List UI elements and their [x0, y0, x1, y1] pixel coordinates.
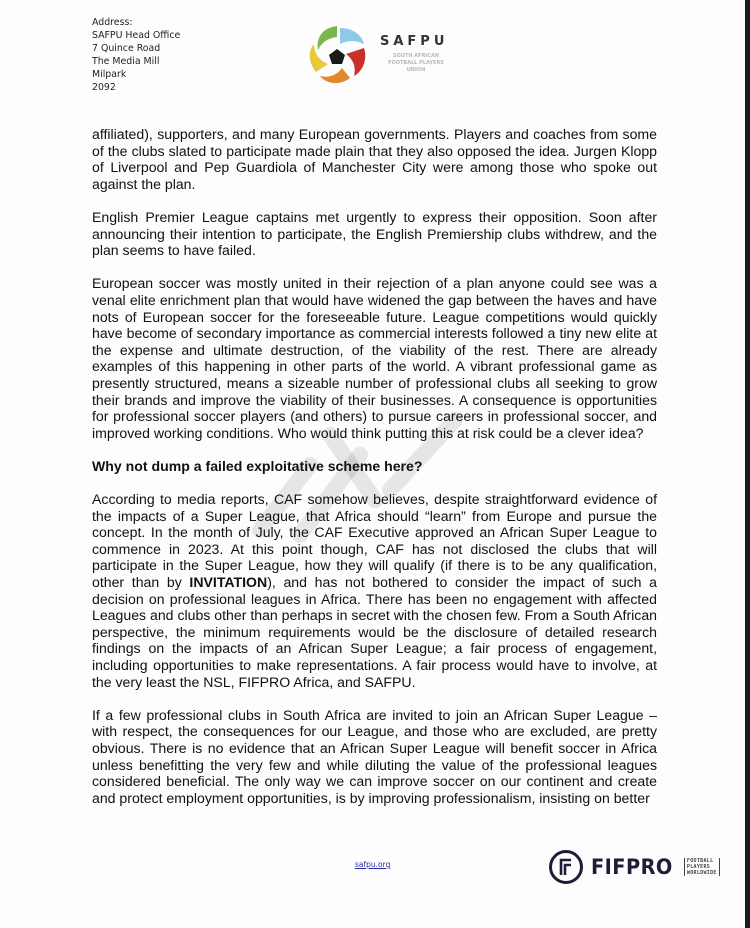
- address-line: Address:: [92, 17, 133, 28]
- fifpro-f-circle-icon: [549, 850, 583, 884]
- invitation-emphasis: INVITATION: [189, 574, 268, 591]
- fifpro-tag-line: PLAYERS: [686, 864, 711, 870]
- letter-body: [92, 126, 657, 823]
- safpu-subtitle-line: FOOTBALL PLAYERS: [388, 60, 444, 66]
- safpu-pinwheel-logo-icon: [304, 22, 370, 88]
- address-block: [92, 16, 180, 94]
- fifpro-tag-line: WORLDWIDE: [686, 870, 717, 876]
- section-heading: Why not dump a failed exploitative scheme here?: [92, 457, 423, 474]
- address-line: 2092: [92, 82, 116, 93]
- fifpro-tag-line: FOOTBALL: [686, 858, 714, 864]
- safpu-subtitle: [380, 53, 452, 74]
- address-line: 7 Quince Road: [92, 43, 161, 54]
- safpu-subtitle-line: UNION: [406, 67, 426, 73]
- address-line: SAFPU Head Office: [92, 30, 181, 41]
- safpu-logo: [304, 22, 464, 92]
- fifpro-logo: [549, 846, 720, 888]
- fifpro-wordmark: FIFPRO: [591, 855, 673, 879]
- safpu-title: SAFPU: [380, 34, 449, 49]
- body-paragraph: If a few professional clubs in South Africa are invited to join an African Super League – with respect, the consequences for our League, and those who are excluded, are pretty obvious. There is no evidence that an African Super League will benefit soccer in Africa unless benefitting the very few and while diluting the value of the professional leagues considered beneficial. The only way we can improve soccer on our continent and create and protect employment opportunities, is by improving professionalism, insisting on better: [92, 706, 657, 806]
- body-paragraph: English Premier League captains met urgently to express their opposition. Soon after announcing their intention to participate, the English Premiership clubs withdrew, and the plan seems to have failed.: [92, 208, 657, 259]
- caf-text-before: According to media reports, CAF somehow believes, despite straightforward evidence of the impacts of a Super League, that Africa should “learn” from Europe and pursue the concept. In the month of July, the CAF Executive approved an African Super League to commence in 2023. At this point though, CAF has not disclosed the clubs that will participate in the Super League, how they will qualify (if there is to be any qualification, other than by: [92, 491, 657, 591]
- website-link[interactable]: safpu.org: [355, 860, 391, 869]
- safpu-subtitle-line: SOUTH AFRICAN: [393, 53, 439, 59]
- address-line: The Media Mill: [92, 56, 160, 67]
- address-line: Milpark: [92, 69, 127, 80]
- screen-edge: [745, 0, 750, 928]
- caf-text-after: ), and has not bothered to consider the impact of such a decision on professional leagues in Africa. There has been no engagement with affected Leagues and clubs other than perhaps in secret with the chosen few. From a South African perspective, the minimum requirements would be the disclosure of detailed research findings on the impacts of an African Super League; a fair process of engagement, including opportunities to make representations. A fair process would have to involve, at the very least the NSL, FIFPRO Africa, and SAFPU.: [92, 574, 657, 690]
- body-paragraph: European soccer was mostly united in their rejection of a plan anyone could see was a venal elite enrichment plan that would have widened the gap between the haves and have nots of European soccer for the foreseeable future. League competitions would quickly have become of secondary importance as commercial interests followed a tiny new elite at the expense and ultimate destruction, of the viability of the rest. There are already examples of this happening in other parts of the world. A vibrant professional game as presently structured, means a sizeable number of professional clubs all seeking to grow their brands and improve the viability of their businesses. A consequence is opportunities for professional soccer players (and others) to pursue careers in professional soccer, and improved working conditions. Who would think putting this at risk could be a clever idea?: [92, 275, 657, 441]
- body-paragraph: affiliated), supporters, and many European governments. Players and coaches from some of the clubs slated to participate made plain that they also opposed the idea. Jurgen Klopp of Liverpool and Pep Guardiola of Manchester City were among those who spoke out against the plan.: [92, 126, 657, 192]
- caf-paragraph: [92, 491, 657, 690]
- fifpro-tagline: [684, 858, 720, 876]
